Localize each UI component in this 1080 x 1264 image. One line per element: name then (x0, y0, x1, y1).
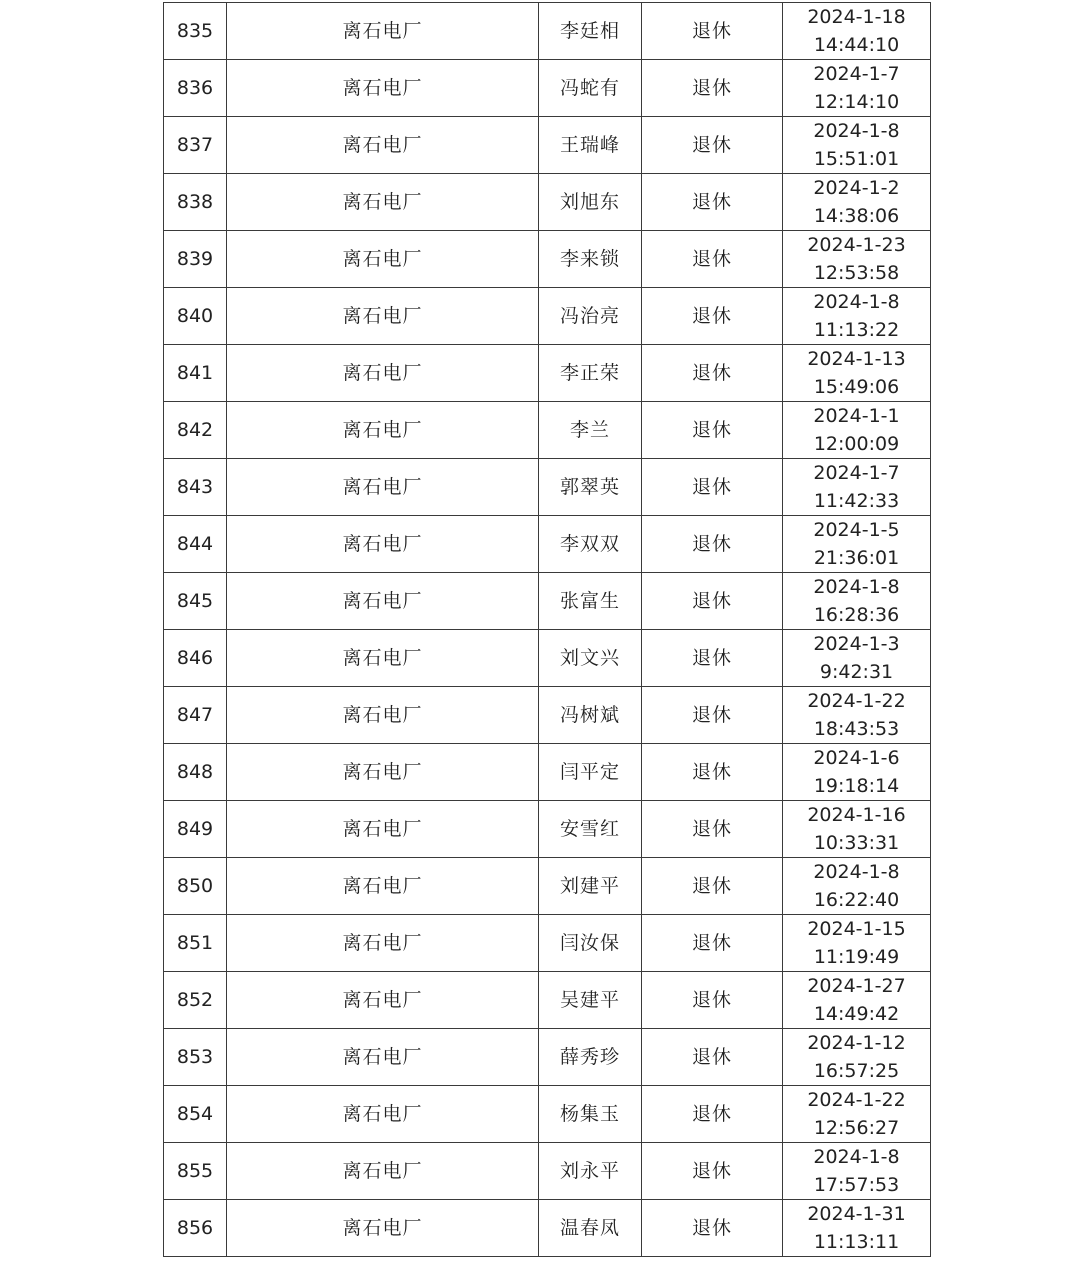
serial-number-cell: 847 (164, 687, 227, 744)
table-row (164, 744, 931, 801)
unit-cell: 离石电厂 (227, 801, 539, 858)
timestamp-time: 18:43:53 (813, 718, 900, 740)
serial-number-cell: 844 (164, 516, 227, 573)
unit-cell: 离石电厂 (227, 858, 539, 915)
timestamp-date: 2024-1-8 (813, 120, 900, 142)
timestamp-date: 2024-1-8 (813, 861, 900, 883)
timestamp-cell (783, 687, 931, 744)
timestamp-time: 11:19:49 (813, 946, 900, 968)
timestamp-time: 14:49:42 (813, 1003, 900, 1025)
timestamp-date: 2024-1-8 (813, 291, 900, 313)
timestamp-cell (783, 1200, 931, 1257)
timestamp-cell (783, 117, 931, 174)
name-cell: 李来锁 (539, 231, 642, 288)
name-cell: 冯树斌 (539, 687, 642, 744)
name-cell: 冯治亮 (539, 288, 642, 345)
unit-cell: 离石电厂 (227, 915, 539, 972)
name-cell: 安雪红 (539, 801, 642, 858)
table-row (164, 801, 931, 858)
name-cell: 薛秀珍 (539, 1029, 642, 1086)
serial-number-cell: 856 (164, 1200, 227, 1257)
table-row (164, 402, 931, 459)
type-cell: 退休 (642, 972, 783, 1029)
timestamp-time: 15:51:01 (813, 148, 900, 170)
unit-cell: 离石电厂 (227, 630, 539, 687)
timestamp-date: 2024-1-22 (807, 1089, 906, 1111)
timestamp-date: 2024-1-22 (807, 690, 906, 712)
table-row (164, 345, 931, 402)
table-row (164, 231, 931, 288)
timestamp-date: 2024-1-5 (813, 519, 900, 541)
timestamp-cell (783, 60, 931, 117)
timestamp-date: 2024-1-8 (813, 1146, 900, 1168)
name-cell: 李兰 (539, 402, 642, 459)
type-cell: 退休 (642, 744, 783, 801)
unit-cell: 离石电厂 (227, 744, 539, 801)
timestamp-time: 11:13:22 (813, 319, 900, 341)
unit-cell: 离石电厂 (227, 3, 539, 60)
serial-number-cell: 841 (164, 345, 227, 402)
timestamp-time: 11:13:11 (813, 1231, 900, 1253)
type-cell: 退休 (642, 915, 783, 972)
type-cell: 退休 (642, 858, 783, 915)
timestamp-time: 16:22:40 (813, 889, 900, 911)
name-cell: 刘建平 (539, 858, 642, 915)
unit-cell: 离石电厂 (227, 1086, 539, 1143)
serial-number-cell: 838 (164, 174, 227, 231)
timestamp-time: 12:14:10 (813, 91, 900, 113)
timestamp-date: 2024-1-7 (813, 63, 900, 85)
timestamp-date: 2024-1-12 (807, 1032, 906, 1054)
type-cell: 退休 (642, 60, 783, 117)
record-table (163, 2, 931, 1257)
unit-cell: 离石电厂 (227, 687, 539, 744)
serial-number-cell: 836 (164, 60, 227, 117)
timestamp-date: 2024-1-6 (813, 747, 900, 769)
type-cell: 退休 (642, 174, 783, 231)
type-cell: 退休 (642, 459, 783, 516)
type-cell: 退休 (642, 3, 783, 60)
table-row (164, 1086, 931, 1143)
timestamp-date: 2024-1-2 (813, 177, 900, 199)
type-cell: 退休 (642, 1086, 783, 1143)
table-row (164, 60, 931, 117)
unit-cell: 离石电厂 (227, 1143, 539, 1200)
unit-cell: 离石电厂 (227, 516, 539, 573)
name-cell: 杨集玉 (539, 1086, 642, 1143)
unit-cell: 离石电厂 (227, 345, 539, 402)
serial-number-cell: 854 (164, 1086, 227, 1143)
timestamp-cell (783, 345, 931, 402)
serial-number-cell: 845 (164, 573, 227, 630)
serial-number-cell: 840 (164, 288, 227, 345)
timestamp-time: 19:18:14 (813, 775, 900, 797)
name-cell: 张富生 (539, 573, 642, 630)
name-cell: 温春凤 (539, 1200, 642, 1257)
type-cell: 退休 (642, 117, 783, 174)
timestamp-time: 12:53:58 (813, 262, 900, 284)
unit-cell: 离石电厂 (227, 174, 539, 231)
type-cell: 退休 (642, 573, 783, 630)
unit-cell: 离石电厂 (227, 288, 539, 345)
table-row (164, 630, 931, 687)
timestamp-time: 16:28:36 (813, 604, 900, 626)
name-cell: 闫平定 (539, 744, 642, 801)
table-row (164, 573, 931, 630)
timestamp-cell (783, 573, 931, 630)
timestamp-date: 2024-1-3 (813, 633, 900, 655)
timestamp-cell (783, 1086, 931, 1143)
type-cell: 退休 (642, 345, 783, 402)
serial-number-cell: 853 (164, 1029, 227, 1086)
table-row (164, 459, 931, 516)
name-cell: 刘文兴 (539, 630, 642, 687)
serial-number-cell: 846 (164, 630, 227, 687)
serial-number-cell: 850 (164, 858, 227, 915)
record-table-sheet (163, 2, 927, 1257)
timestamp-time: 21:36:01 (813, 547, 900, 569)
timestamp-cell (783, 858, 931, 915)
record-table-body (164, 3, 931, 1257)
table-row (164, 972, 931, 1029)
timestamp-date: 2024-1-8 (813, 576, 900, 598)
name-cell: 闫汝保 (539, 915, 642, 972)
name-cell: 刘旭东 (539, 174, 642, 231)
timestamp-date: 2024-1-15 (807, 918, 906, 940)
type-cell: 退休 (642, 801, 783, 858)
timestamp-time: 15:49:06 (813, 376, 900, 398)
timestamp-cell (783, 231, 931, 288)
name-cell: 郭翠英 (539, 459, 642, 516)
timestamp-cell (783, 972, 931, 1029)
name-cell: 王瑞峰 (539, 117, 642, 174)
table-row (164, 3, 931, 60)
timestamp-time: 11:42:33 (813, 490, 900, 512)
timestamp-time: 17:57:53 (813, 1174, 900, 1196)
name-cell: 刘永平 (539, 1143, 642, 1200)
timestamp-time: 16:57:25 (813, 1060, 900, 1082)
serial-number-cell: 851 (164, 915, 227, 972)
timestamp-cell (783, 1143, 931, 1200)
timestamp-time: 12:56:27 (813, 1117, 900, 1139)
serial-number-cell: 842 (164, 402, 227, 459)
timestamp-time: 10:33:31 (813, 832, 900, 854)
table-row (164, 1029, 931, 1086)
table-row (164, 915, 931, 972)
type-cell: 退休 (642, 1200, 783, 1257)
unit-cell: 离石电厂 (227, 60, 539, 117)
type-cell: 退休 (642, 288, 783, 345)
serial-number-cell: 843 (164, 459, 227, 516)
table-row (164, 1143, 931, 1200)
timestamp-cell (783, 630, 931, 687)
table-row (164, 288, 931, 345)
name-cell: 李双双 (539, 516, 642, 573)
timestamp-cell (783, 516, 931, 573)
unit-cell: 离石电厂 (227, 1200, 539, 1257)
serial-number-cell: 852 (164, 972, 227, 1029)
serial-number-cell: 839 (164, 231, 227, 288)
unit-cell: 离石电厂 (227, 459, 539, 516)
timestamp-date: 2024-1-31 (807, 1203, 906, 1225)
type-cell: 退休 (642, 516, 783, 573)
table-row (164, 858, 931, 915)
table-row (164, 516, 931, 573)
name-cell: 李廷相 (539, 3, 642, 60)
serial-number-cell: 855 (164, 1143, 227, 1200)
serial-number-cell: 837 (164, 117, 227, 174)
timestamp-cell (783, 915, 931, 972)
type-cell: 退休 (642, 1029, 783, 1086)
timestamp-cell (783, 801, 931, 858)
serial-number-cell: 848 (164, 744, 227, 801)
timestamp-date: 2024-1-27 (807, 975, 906, 997)
timestamp-cell (783, 174, 931, 231)
table-row (164, 117, 931, 174)
timestamp-date: 2024-1-13 (807, 348, 906, 370)
name-cell: 冯蛇有 (539, 60, 642, 117)
table-row (164, 174, 931, 231)
timestamp-date: 2024-1-18 (807, 6, 906, 28)
type-cell: 退休 (642, 231, 783, 288)
unit-cell: 离石电厂 (227, 972, 539, 1029)
timestamp-date: 2024-1-23 (807, 234, 906, 256)
timestamp-cell (783, 3, 931, 60)
timestamp-time: 9:42:31 (819, 661, 894, 683)
serial-number-cell: 835 (164, 3, 227, 60)
timestamp-cell (783, 288, 931, 345)
timestamp-date: 2024-1-7 (813, 462, 900, 484)
timestamp-time: 12:00:09 (813, 433, 900, 455)
type-cell: 退休 (642, 630, 783, 687)
timestamp-cell (783, 744, 931, 801)
serial-number-cell: 849 (164, 801, 227, 858)
timestamp-time: 14:44:10 (813, 34, 900, 56)
type-cell: 退休 (642, 1143, 783, 1200)
type-cell: 退休 (642, 402, 783, 459)
unit-cell: 离石电厂 (227, 231, 539, 288)
timestamp-cell (783, 402, 931, 459)
timestamp-time: 14:38:06 (813, 205, 900, 227)
table-row (164, 1200, 931, 1257)
unit-cell: 离石电厂 (227, 117, 539, 174)
name-cell: 吴建平 (539, 972, 642, 1029)
unit-cell: 离石电厂 (227, 1029, 539, 1086)
timestamp-cell (783, 459, 931, 516)
table-row (164, 687, 931, 744)
unit-cell: 离石电厂 (227, 573, 539, 630)
timestamp-date: 2024-1-1 (813, 405, 900, 427)
name-cell: 李正荣 (539, 345, 642, 402)
timestamp-date: 2024-1-16 (807, 804, 906, 826)
type-cell: 退休 (642, 687, 783, 744)
timestamp-cell (783, 1029, 931, 1086)
unit-cell: 离石电厂 (227, 402, 539, 459)
